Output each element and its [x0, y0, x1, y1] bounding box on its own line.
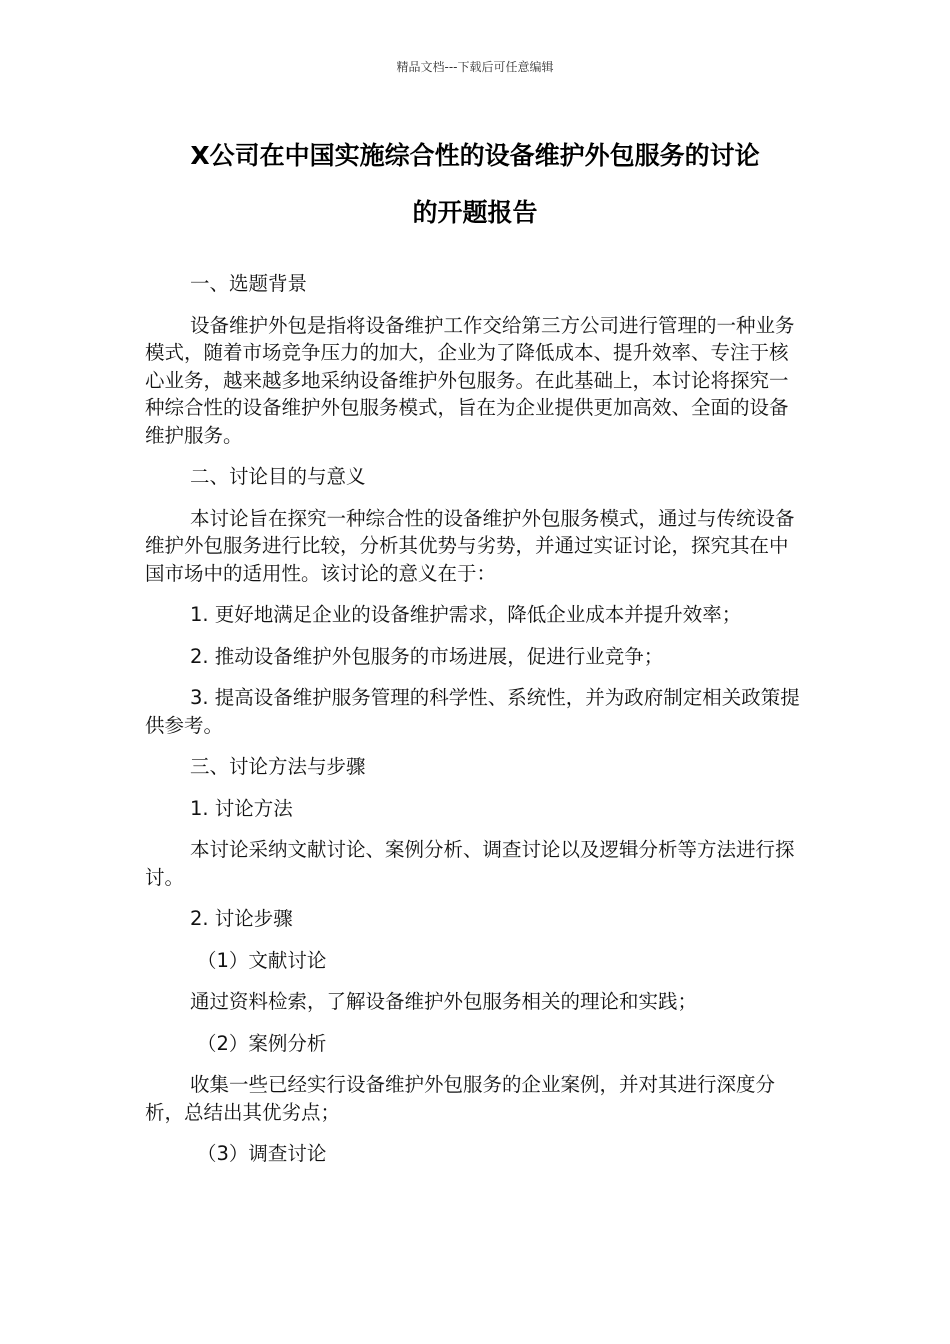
- document-title-line-2: 的开题报告: [412, 198, 538, 227]
- subheading-methods: 1. 讨论方法: [190, 796, 293, 820]
- section-heading-methods: 三、讨论方法与步骤: [190, 755, 366, 778]
- paragraph-purpose: 本讨论旨在探究一种综合性的设备维护外包服务模式，通过与传统设备维护外包服务进行比较，分析其优势与劣势，并通过实证讨论，探究其在中国市场中的适用性。该讨论的意义在于：: [145, 506, 795, 585]
- step-heading-case-analysis: （2）案例分析: [197, 1031, 327, 1055]
- document-body: [145, 270, 805, 1182]
- section-heading-purpose: 二、讨论目的与意义: [190, 465, 366, 488]
- step-heading-literature: （1）文献讨论: [197, 948, 327, 972]
- list-item-significance-2: 2. 推动设备维护外包服务的市场进展，促进行业竞争；: [190, 644, 664, 668]
- list-item-significance-1: 1. 更好地满足企业的设备维护需求，降低企业成本并提升效率；: [190, 603, 742, 626]
- paragraph-case-analysis: 收集一些已经实行设备维护外包服务的企业案例，并对其进行深度分析，总结出其优劣点；: [145, 1073, 776, 1124]
- paragraph-background: 设备维护外包是指将设备维护工作交给第三方公司进行管理的一种业务模式，随着市场竞争压力的加大，企业为了降低成本、提升效率、专注于核心业务，越来越多地采纳设备维护外包服务。在此基础上，本讨论将探究一种综合性的设备维护外包服务模式，旨在为企业提供更加高效、全面的设备维护服务。: [145, 313, 795, 447]
- section-heading-background: 一、选题背景: [190, 272, 308, 295]
- subheading-steps: 2. 讨论步骤: [190, 907, 293, 930]
- step-heading-survey: （3）调查讨论: [197, 1142, 327, 1165]
- paragraph-methods: 本讨论采纳文献讨论、案例分析、调查讨论以及逻辑分析等方法进行探讨。: [145, 838, 795, 889]
- paragraph-literature: 通过资料检索，了解设备维护外包服务相关的理论和实践；: [190, 990, 698, 1013]
- document-title-line-1: X公司在中国实施综合性的设备维护外包服务的讨论: [190, 141, 760, 170]
- list-item-significance-3: 3. 提高设备维护服务管理的科学性、系统性，并为政府制定相关政策提供参考。: [145, 686, 800, 737]
- page-header: 精品文档---下载后可任意编辑: [396, 60, 554, 74]
